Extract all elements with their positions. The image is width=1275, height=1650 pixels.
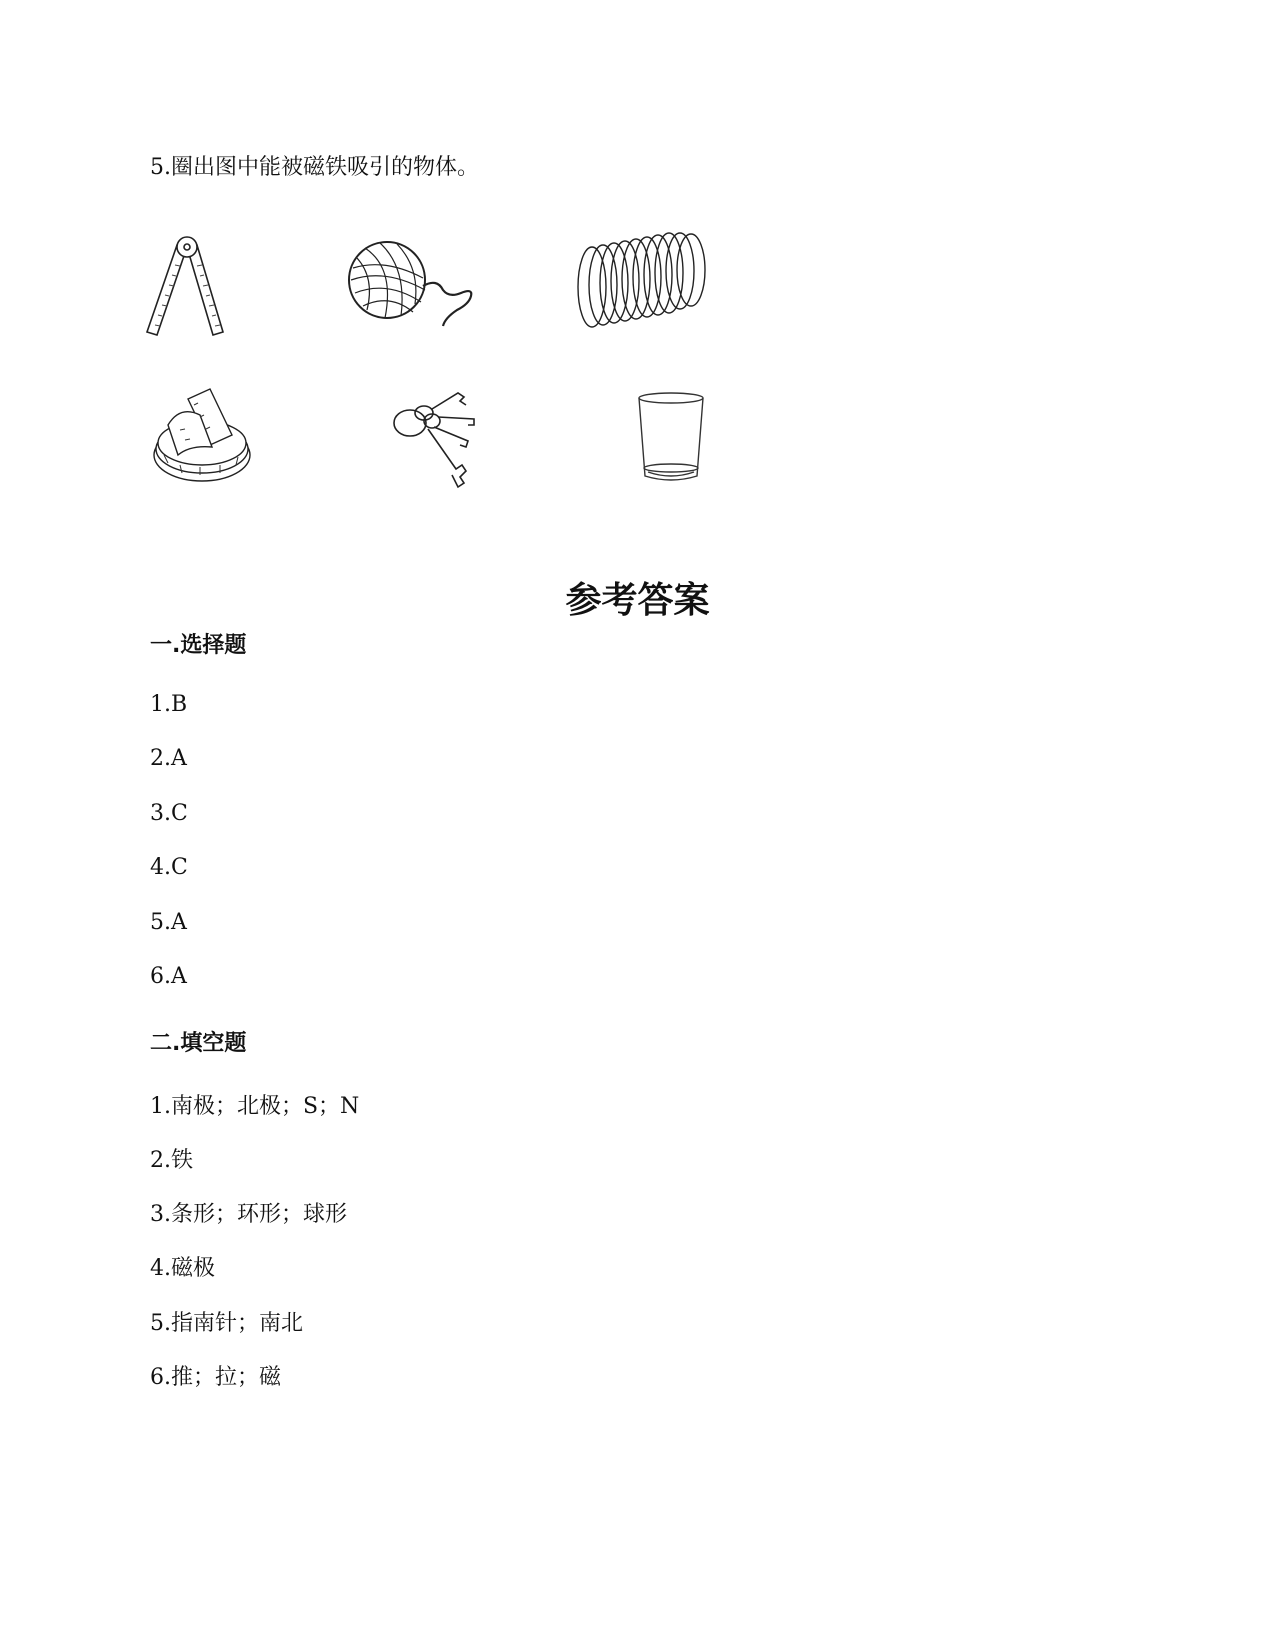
section-heading-choice: 一.选择题	[150, 633, 247, 658]
tape-measure-icon	[150, 385, 260, 490]
answer-item: 4.磁极	[150, 1256, 215, 1281]
answer-title: 参考答案	[565, 580, 710, 621]
section-heading-fill: 二.填空题	[150, 1031, 247, 1056]
question-text: 5.圈出图中能被磁铁吸引的物体。	[150, 155, 479, 180]
folding-ruler-icon	[145, 235, 230, 340]
glass-cup-icon	[635, 388, 710, 488]
spring-icon	[572, 232, 717, 337]
answer-item: 6.推；拉；磁	[150, 1365, 281, 1390]
answer-item: 3.C	[150, 801, 188, 826]
yarn-ball-icon	[345, 238, 485, 338]
answer-item: 6.A	[150, 964, 187, 989]
answer-item: 4.C	[150, 855, 188, 880]
answer-item: 1.南极；北极；S；N	[150, 1094, 360, 1119]
answer-item: 1.B	[150, 692, 188, 717]
answer-item: 5.指南针；南北	[150, 1311, 303, 1336]
answer-item: 3.条形；环形；球形	[150, 1202, 347, 1227]
answer-item: 5.A	[150, 910, 187, 935]
answer-item: 2.A	[150, 746, 187, 771]
answer-item: 2.铁	[150, 1148, 193, 1173]
keys-icon	[388, 385, 488, 490]
